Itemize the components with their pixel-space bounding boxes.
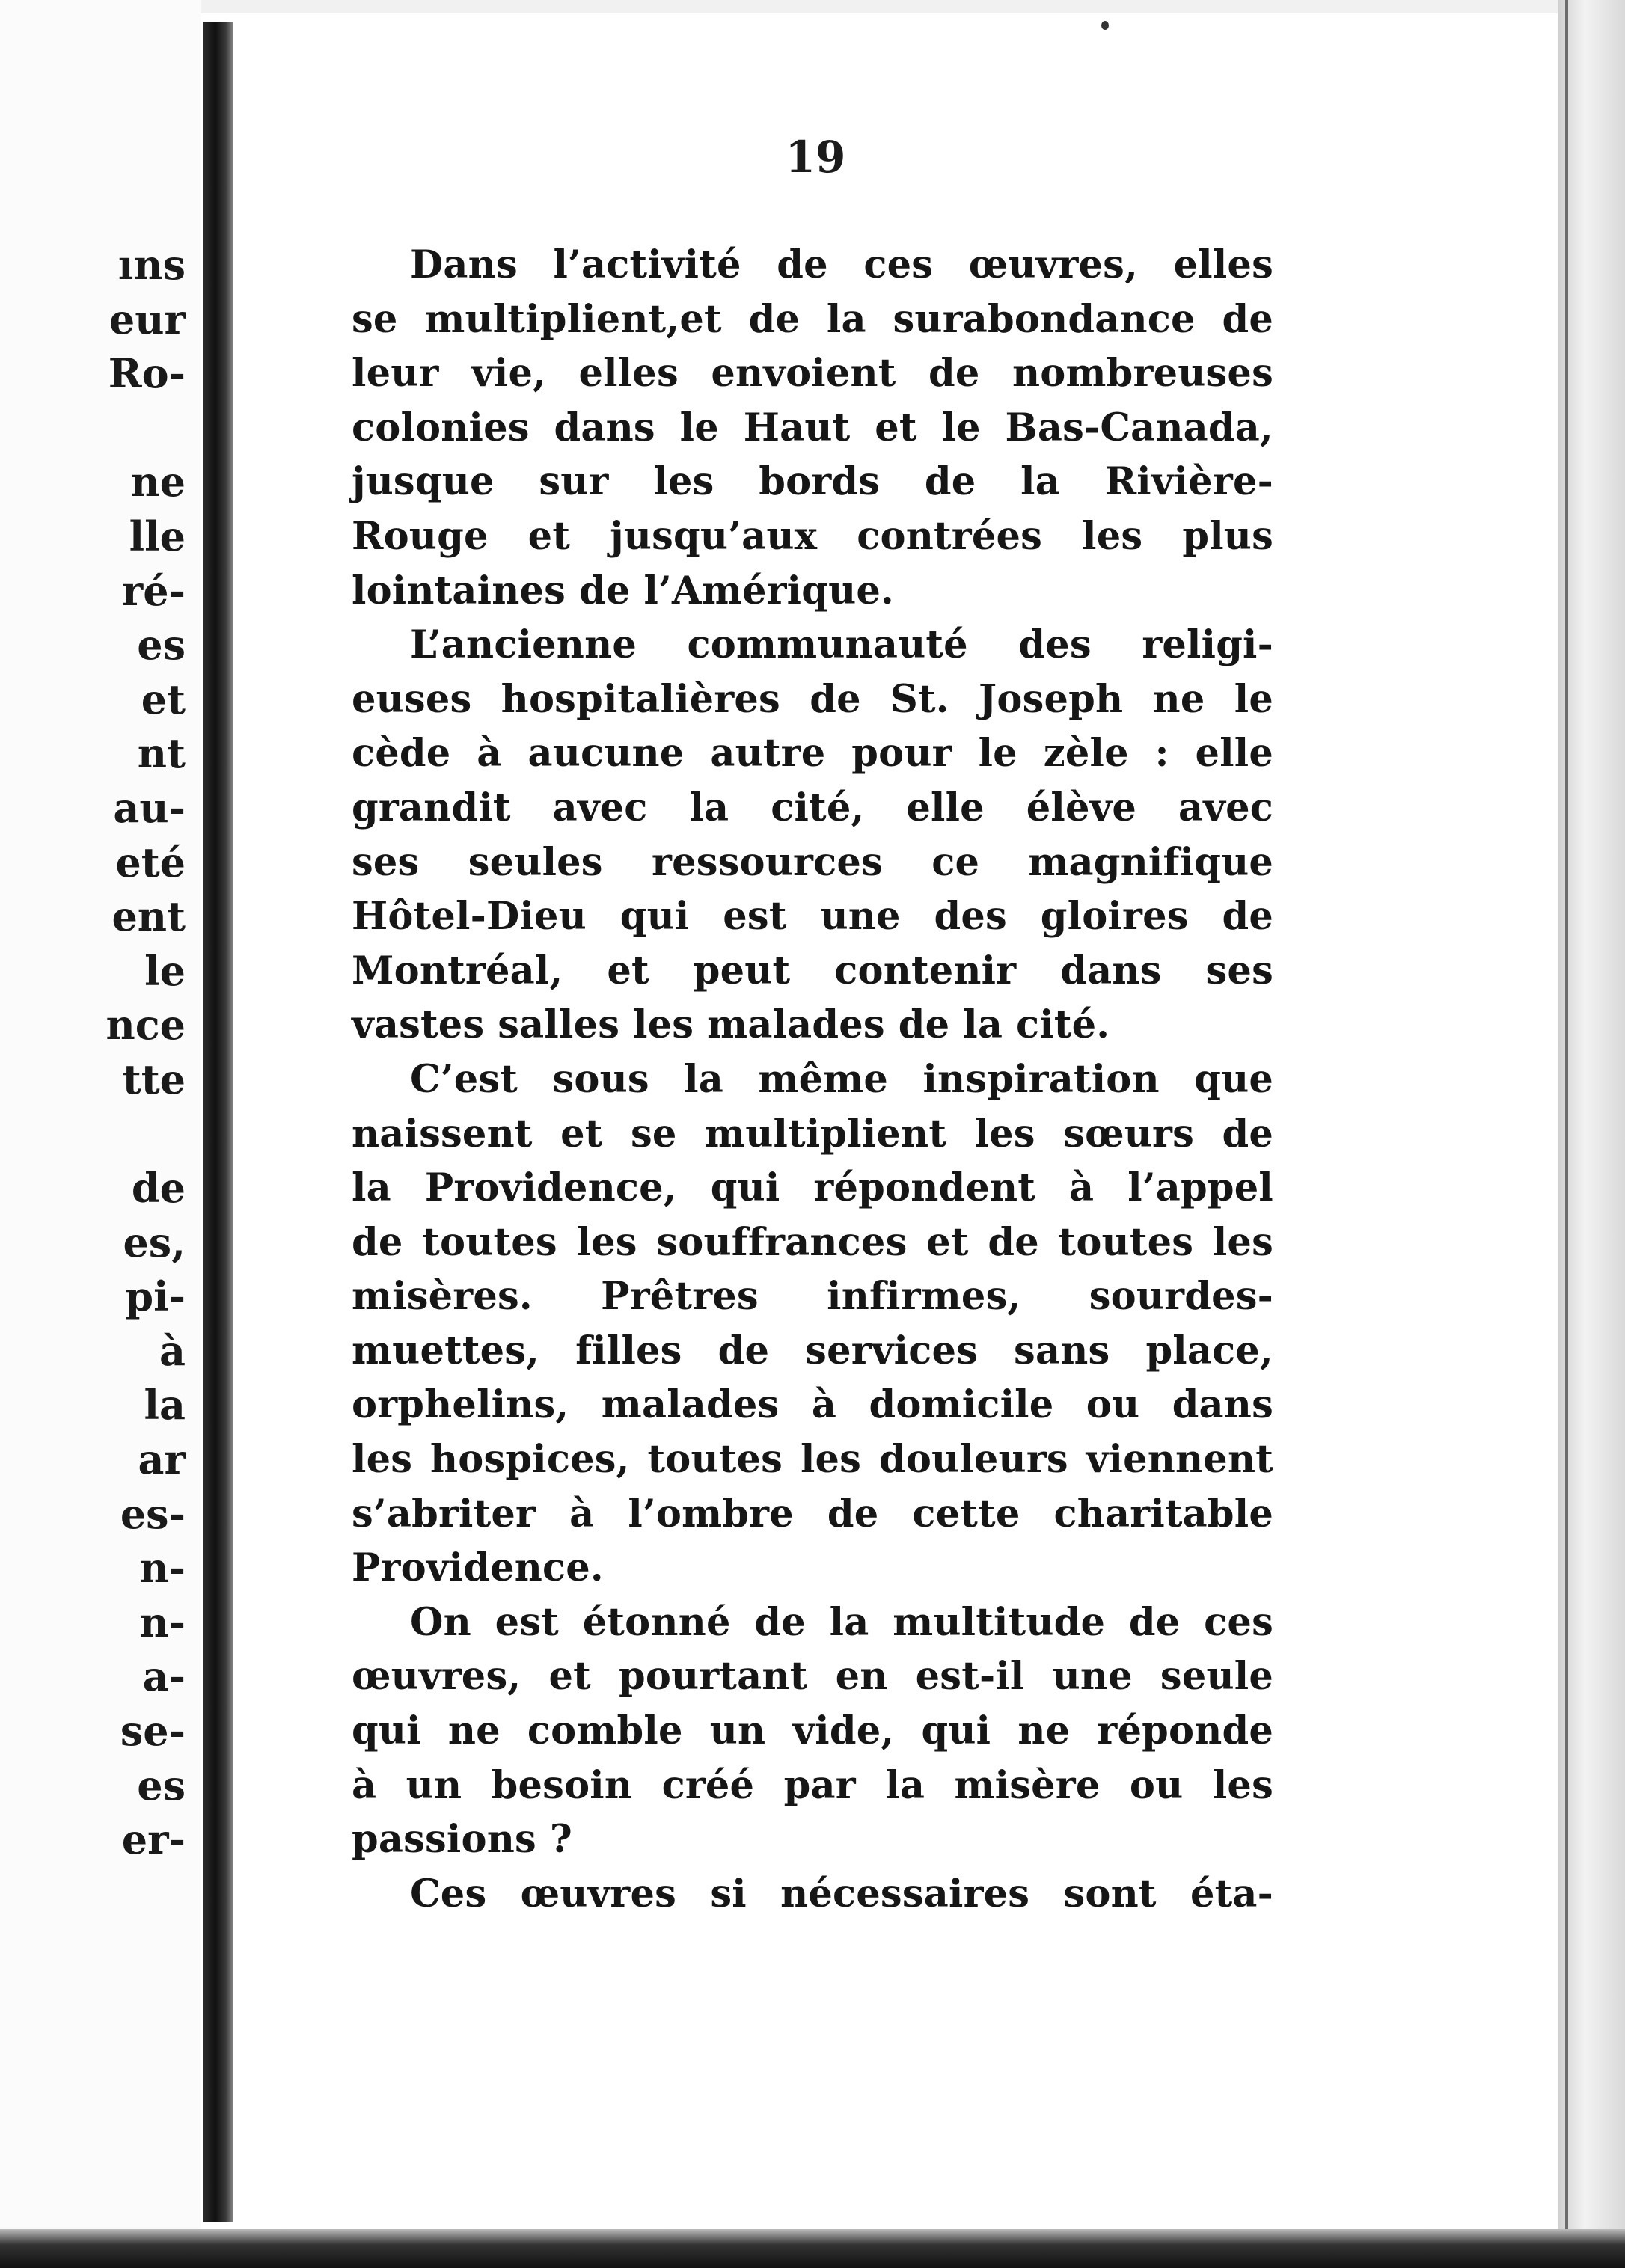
previous-page-fragment-line: à [159, 1326, 186, 1375]
text-line: naissent et se multiplient les sœurs de [352, 1111, 1273, 1156]
previous-page-fragment-line: eté [115, 838, 186, 886]
previous-page-fragment-line: eur [108, 295, 186, 343]
text-line: ses seules ressources ce magnifique [352, 839, 1273, 885]
previous-page-fragment-line: ré- [121, 566, 186, 615]
previous-page-fragment-line: n- [139, 1598, 186, 1646]
previous-page-fragment-line: de [131, 1164, 186, 1213]
previous-page-fragment [0, 0, 201, 2268]
text-line: les hospices, toutes les douleurs viennent [352, 1437, 1273, 1483]
text-line: vastes salles les malades de la cité. [352, 1002, 1110, 1048]
previous-page-fragment-line [0, 401, 201, 456]
page-body-text [352, 238, 1273, 1921]
previous-page-fragment-line: er- [121, 1815, 186, 1864]
text-line: lointaines de l’Amérique. [352, 568, 894, 613]
text-line: Providence. [352, 1545, 604, 1591]
text-line: Ces œuvres si nécessaires sont éta- [410, 1871, 1273, 1916]
text-line: orphelins, malades à domicile ou dans [352, 1382, 1273, 1428]
previous-page-fragment-line: le [144, 946, 186, 995]
previous-page-line-ends [0, 238, 201, 1867]
page-number: 19 [785, 132, 846, 183]
previous-page-fragment-line: nt [137, 729, 186, 778]
text-line: de toutes les souffrances et de toutes les [352, 1219, 1273, 1265]
text-line: Dans l’activité de ces œuvres, elles [410, 242, 1273, 287]
text-line: s’abriter à l’ombre de cette charitable [352, 1491, 1273, 1536]
page-edge-line [1565, 0, 1568, 2268]
scan-bottom-edge [0, 2229, 1625, 2268]
previous-page-fragment-line: Ro- [108, 349, 186, 398]
scan-top-margin [0, 0, 1625, 13]
previous-page-fragment-line: nce [105, 1001, 186, 1049]
text-line: passions ? [352, 1817, 572, 1863]
previous-page-fragment-line: n- [139, 1544, 186, 1593]
previous-page-fragment-line: au- [113, 783, 186, 832]
previous-page-fragment-line: ne [130, 458, 186, 506]
text-line: Montréal, et peut contenir dans ses [352, 948, 1273, 993]
text-line: à un besoin créé par la misère ou les [352, 1762, 1273, 1808]
text-line: On est étonné de la multitude de ces [410, 1599, 1273, 1645]
previous-page-fragment-line: es, [123, 1218, 186, 1266]
previous-page-fragment-line: la [144, 1381, 186, 1429]
previous-page-fragment-line: pi- [125, 1272, 186, 1321]
text-line: C’est sous la même inspiration que [410, 1056, 1273, 1102]
previous-page-fragment-line: tte [122, 1055, 186, 1103]
text-line: L’ancienne communauté des religi- [410, 622, 1273, 668]
text-line: euses hospitalières de St. Joseph ne le [352, 676, 1273, 722]
previous-page-fragment-line: ar [138, 1435, 186, 1484]
text-line: leur vie, elles envoient de nombreuses [352, 351, 1273, 396]
previous-page-fragment-line: es- [120, 1489, 186, 1538]
previous-page-fragment-line: ent [111, 892, 186, 941]
scan-speck [1101, 21, 1109, 30]
previous-page-fragment-line: se- [120, 1707, 186, 1756]
previous-page-fragment-line: es [137, 621, 186, 669]
text-line: jusque sur les bords de la Rivière- [352, 459, 1273, 505]
text-line: grandit avec la cité, elle élève avec [352, 785, 1273, 830]
previous-page-fragment-line: et [141, 675, 186, 723]
previous-page-fragment-line: ıns [117, 241, 186, 289]
previous-page-fragment-line: lle [129, 512, 186, 560]
text-line: Rouge et jusqu’aux contrées les plus [352, 513, 1273, 559]
text-line: misères. Prêtres infirmes, sourdes- [352, 1274, 1273, 1320]
previous-page-fragment-line [0, 1107, 201, 1162]
text-line: colonies dans le Haut et le Bas-Canada, [352, 405, 1273, 450]
text-line: Hôtel-Dieu qui est une des gloires de [352, 894, 1273, 940]
previous-page-fragment-line: a- [142, 1652, 186, 1701]
text-line: se multiplient,et de la surabondance de [352, 296, 1273, 342]
text-line: œuvres, et pourtant en est-il une seule [352, 1654, 1273, 1700]
book-gutter [203, 22, 233, 2222]
text-line: muettes, filles de services sans place, [352, 1328, 1273, 1373]
text-line: cède à aucune autre pour le zèle : elle [352, 731, 1273, 776]
previous-page-fragment-line: es [137, 1761, 186, 1809]
text-line: la Providence, qui répondent à l’appel [352, 1165, 1273, 1211]
text-line: qui ne comble un vide, qui ne réponde [352, 1708, 1273, 1754]
